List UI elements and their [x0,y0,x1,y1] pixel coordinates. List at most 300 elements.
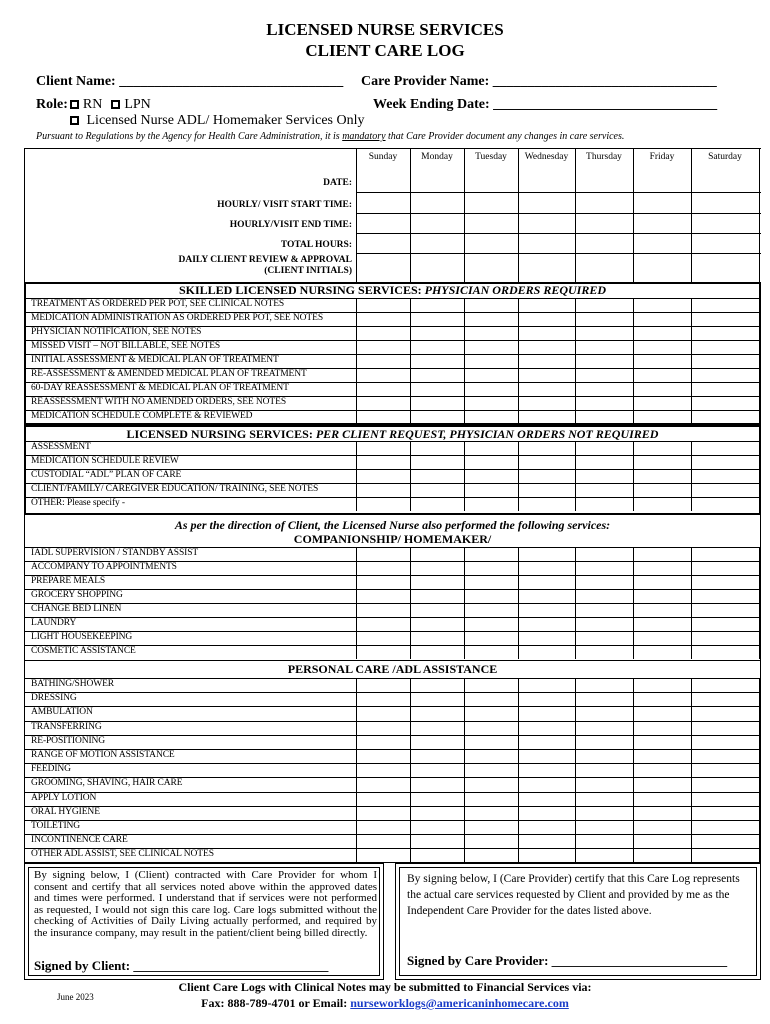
cell-divider [410,631,411,645]
cell-divider [464,706,465,720]
day-divider [575,148,576,282]
cell-divider [518,312,519,326]
day-header-sunday: Sunday [368,152,398,162]
date-row-label: DATE: [323,178,352,188]
cell-divider [633,469,634,483]
cell-divider [575,483,576,497]
cell-divider [356,848,357,862]
cell-divider [464,455,465,469]
section-right-border [760,515,761,660]
cell-divider [518,354,519,368]
cell-divider [356,645,357,659]
list-item: MEDICATION ADMINISTRATION AS ORDERED PER POT, SEE NOTES [31,313,324,323]
row-line [24,792,761,793]
cell-divider [518,721,519,735]
cell-divider [691,455,692,469]
cell-divider [464,721,465,735]
cell-divider [410,312,411,326]
cell-divider [691,298,692,312]
cell-divider [356,692,357,706]
cell-divider [410,589,411,603]
section-left-border [24,515,25,660]
cell-divider [691,692,692,706]
cell-divider [518,763,519,777]
client-name-field[interactable]: Client Name: ________________________________ [36,74,344,89]
list-item: GROCERY SHOPPING [31,590,123,600]
rn-checkbox[interactable] [70,100,79,109]
cell-divider [691,340,692,354]
row-line [24,834,761,835]
cell-divider [356,561,357,575]
list-item: TRANSFERRING [31,721,102,732]
day-divider [759,148,760,282]
cell-divider [410,354,411,368]
cell-divider [633,441,634,455]
cell-divider [464,469,465,483]
cell-divider [464,354,465,368]
day-header-monday: Monday [421,152,453,162]
cell-divider [356,820,357,834]
cell-divider [410,469,411,483]
end-time-row-label: HOURLY/VISIT END TIME: [229,220,352,230]
cell-divider [575,735,576,749]
cell-divider [410,678,411,692]
cell-divider [575,820,576,834]
cell-divider [464,561,465,575]
cell-divider [633,368,634,382]
list-item: MISSED VISIT – NOT BILLABLE, SEE NOTES [31,341,221,351]
footer-line1: Client Care Logs with Clinical Notes may be submitted to Financial Services via: [178,980,592,994]
cell-divider [633,410,634,424]
list-item: CUSTODIAL “ADL” PLAN OF CARE [31,470,182,480]
list-item: FEEDING [31,764,71,775]
cell-divider [356,368,357,382]
row-line [24,497,761,498]
list-item: PREPARE MEALS [31,576,106,586]
cell-divider [759,298,760,424]
day-divider [356,148,357,282]
row-line [24,806,761,807]
cell-divider [691,382,692,396]
list-item: COSMETIC ASSISTANCE [31,646,136,656]
cell-divider [356,575,357,589]
cell-divider [356,326,357,340]
cell-divider [691,706,692,720]
cell-divider [410,497,411,511]
cell-divider [759,547,760,659]
footer-line2: Fax: 888-789-4701 or Email: nurseworklogs@americaninhomecare.com [201,996,569,1010]
lpn-label: LPN [124,97,151,112]
cell-divider [356,735,357,749]
cell-divider [464,645,465,659]
cell-divider [575,834,576,848]
list-item: INITIAL ASSESSMENT & MEDICAL PLAN OF TREATMENT [31,355,279,365]
cell-divider [518,469,519,483]
cell-divider [518,326,519,340]
day-divider [691,148,692,282]
cell-divider [575,469,576,483]
cell-divider [633,396,634,410]
cell-divider [575,749,576,763]
cell-divider [464,749,465,763]
cell-divider [410,382,411,396]
list-item: AMBULATION [31,707,93,718]
cell-divider [518,589,519,603]
cell-divider [575,575,576,589]
row-line [24,603,761,604]
day-divider [633,148,634,282]
client-signature-box [24,863,384,980]
row-line [24,820,761,821]
header-row-line [356,233,761,234]
cell-divider [691,777,692,791]
cell-divider [691,834,692,848]
cell-divider [410,692,411,706]
cell-divider [410,441,411,455]
cell-divider [759,678,760,863]
cell-divider [356,617,357,631]
day-divider [410,148,411,282]
cell-divider [575,848,576,862]
list-item: OTHER ADL ASSIST, SEE CLINICAL NOTES [31,849,214,860]
cell-divider [464,441,465,455]
cell-divider [356,312,357,326]
cell-divider [518,575,519,589]
list-item: BATHING/SHOWER [31,679,115,689]
list-item: ORAL HYGIENE [31,806,100,817]
cell-divider [633,735,634,749]
cell-divider [633,340,634,354]
cell-divider [633,561,634,575]
cell-divider [575,692,576,706]
personal-top-line [24,660,761,661]
cell-divider [575,340,576,354]
cell-divider [410,848,411,862]
licensed-section-heading: LICENSED NURSING SERVICES: PER CLIENT REQUEST, PHYSICIAN ORDERS NOT REQUIRED [126,427,659,441]
cell-divider [691,603,692,617]
cell-divider [464,410,465,424]
list-item: MEDICATION SCHEDULE COMPLETE & REVIEWED [31,411,253,421]
cell-divider [410,645,411,659]
row-line [24,721,761,722]
cell-divider [633,603,634,617]
client-certification: By signing below, I (Client) contracted with Care Provider for whom I consent and certify that all services noted above within the approved dates and times were performed. I understand that if services were not performed as requested, I would not sign this care log. Care logs submitted without the checking of Activities of Daily Living actually performed, and required by the insurance company, may result in the patient/client being billed directly. [34,869,377,939]
cell-divider [464,848,465,862]
cell-divider [575,792,576,806]
cell-divider [575,298,576,312]
cell-divider [633,820,634,834]
cell-divider [633,589,634,603]
cell-divider [410,820,411,834]
cell-divider [464,617,465,631]
cell-divider [410,547,411,561]
day-header-friday: Friday [649,152,675,162]
day-header-saturday: Saturday [708,152,742,162]
cell-divider [518,396,519,410]
list-item: TREATMENT AS ORDERED PER POT, SEE CLINICAL NOTES [31,299,285,309]
cell-divider [356,441,357,455]
cell-divider [575,806,576,820]
cell-divider [464,340,465,354]
cell-divider [575,368,576,382]
cell-divider [518,441,519,455]
list-item: RANGE OF MOTION ASSISTANCE [31,750,175,760]
cell-divider [464,820,465,834]
list-item: MEDICATION SCHEDULE REVIEW [31,456,179,466]
list-item: LIGHT HOUSEKEEPING [31,632,133,642]
cell-divider [575,396,576,410]
cell-divider [464,631,465,645]
cell-divider [575,617,576,631]
row-line [24,589,761,590]
lpn-checkbox[interactable] [111,100,120,109]
list-item: ASSESSMENT [31,442,91,452]
cell-divider [575,497,576,511]
cell-divider [410,368,411,382]
cell-divider [464,326,465,340]
cell-divider [633,575,634,589]
cell-divider [633,382,634,396]
list-item: LAUNDRY [31,618,77,628]
cell-divider [691,483,692,497]
cell-divider [356,497,357,511]
cell-divider [691,721,692,735]
cell-divider [410,749,411,763]
cell-divider [464,735,465,749]
cell-divider [633,721,634,735]
cell-divider [633,792,634,806]
cell-divider [518,806,519,820]
cell-divider [464,777,465,791]
cell-divider [518,820,519,834]
cell-divider [575,631,576,645]
row-line [24,706,761,707]
cell-divider [633,806,634,820]
cell-divider [633,298,634,312]
cell-divider [633,834,634,848]
cell-divider [691,469,692,483]
cell-divider [575,455,576,469]
cell-divider [356,455,357,469]
cell-divider [633,645,634,659]
client-initials-label: (CLIENT INITIALS) [264,266,352,276]
list-item: 60-DAY REASSESSMENT & MEDICAL PLAN OF TREATMENT [31,383,289,393]
cell-divider [633,706,634,720]
cell-divider [356,354,357,368]
row-line [24,575,761,576]
list-item: REASSESSMENT WITH NO AMENDED ORDERS, SEE NOTES [31,397,286,407]
form-title: LICENSED NURSE SERVICES [266,20,504,39]
cell-divider [633,749,634,763]
cell-divider [691,368,692,382]
cell-divider [410,721,411,735]
cell-divider [575,326,576,340]
cell-divider [575,777,576,791]
grid-top-border [24,148,761,149]
pursuant-note: Pursuant to Regulations by the Agency for Health Care Administration, it is mandatory that Care Provider document any changes in care services. [36,131,625,142]
cell-divider [518,410,519,424]
cell-divider [518,678,519,692]
list-item: DRESSING [31,693,77,704]
cell-divider [356,396,357,410]
cell-divider [633,455,634,469]
cell-divider [464,763,465,777]
cell-divider [518,561,519,575]
cell-divider [356,777,357,791]
start-time-row-label: HOURLY/ VISIT START TIME: [217,200,352,210]
list-item: ACCOMPANY TO APPOINTMENTS [31,562,177,572]
cell-divider [356,631,357,645]
cell-divider [464,497,465,511]
provider-signature-line[interactable]: Signed by Care Provider: ___________________________ [407,953,728,968]
cell-divider [518,735,519,749]
cell-divider [464,806,465,820]
companion-section-heading: COMPANIONSHIP/ HOMEMAKER/ [293,532,492,546]
email-link[interactable]: nurseworklogs@americaninhomecare.com [350,996,569,1010]
cell-divider [410,763,411,777]
list-item: GROOMING, SHAVING, HAIR CARE [31,778,183,789]
cell-divider [356,382,357,396]
cell-divider [691,312,692,326]
cell-divider [518,834,519,848]
section-right-border [760,660,761,862]
cell-divider [575,589,576,603]
cell-divider [633,678,634,692]
week-ending-field[interactable]: Week Ending Date: ________________________________ [373,97,718,112]
day-divider [518,148,519,282]
cell-divider [691,792,692,806]
list-item: CLIENT/FAMILY/ CAREGIVER EDUCATION/ TRAINING, SEE NOTES [31,484,319,494]
cell-divider [691,806,692,820]
companion-intro: As per the direction of Client, the Licensed Nurse also performed the following services: [174,518,611,532]
cell-divider [464,575,465,589]
cell-divider [464,396,465,410]
role-row [36,97,151,113]
cell-divider [410,326,411,340]
cell-divider [518,645,519,659]
cell-divider [633,326,634,340]
cell-divider [633,848,634,862]
cell-divider [518,340,519,354]
cell-divider [518,455,519,469]
cell-divider [633,497,634,511]
cell-divider [464,678,465,692]
cell-divider [356,806,357,820]
adl-only-row [68,113,364,129]
row-line [24,631,761,632]
cell-divider [691,645,692,659]
cell-divider [464,792,465,806]
cell-divider [518,368,519,382]
cell-divider [518,792,519,806]
cell-divider [633,777,634,791]
cell-divider [518,706,519,720]
cell-divider [575,312,576,326]
cell-divider [356,469,357,483]
cell-divider [691,589,692,603]
cell-divider [691,561,692,575]
cell-divider [633,312,634,326]
list-item: RE-POSITIONING [31,735,106,746]
list-item: TOILETING [31,821,81,831]
cell-divider [356,792,357,806]
cell-divider [356,589,357,603]
client-signature-line[interactable]: Signed by Client: ______________________________ [34,958,329,973]
cell-divider [410,834,411,848]
cell-divider [410,410,411,424]
care-log-grid [24,148,761,863]
cell-divider [356,340,357,354]
cell-divider [575,721,576,735]
skilled-section-heading: SKILLED LICENSED NURSING SERVICES: PHYSICIAN ORDERS REQUIRED [178,283,607,297]
adl-only-checkbox[interactable] [70,116,79,125]
cell-divider [575,603,576,617]
cell-divider [575,678,576,692]
role-label: Role: [36,97,68,112]
personal-section-heading: PERSONAL CARE /ADL ASSISTANCE [287,662,498,676]
cell-divider [356,410,357,424]
row-line [24,617,761,618]
cell-divider [518,777,519,791]
cell-divider [356,763,357,777]
cell-divider [410,777,411,791]
cell-divider [356,706,357,720]
cell-divider [356,721,357,735]
list-item: CHANGE BED LINEN [31,604,122,614]
header-row-line [356,213,761,214]
care-provider-field[interactable]: Care Provider Name: ________________________________ [361,74,717,89]
cell-divider [518,547,519,561]
day-header-wednesday: Wednesday [524,152,569,162]
cell-divider [464,382,465,396]
row-line [24,763,761,764]
cell-divider [691,396,692,410]
daily-review-label: DAILY CLIENT REVIEW & APPROVAL [178,255,352,265]
day-divider [464,148,465,282]
list-item: RE-ASSESSMENT & AMENDED MEDICAL PLAN OF TREATMENT [31,369,307,379]
section-left-border [24,660,25,862]
cell-divider [356,298,357,312]
cell-divider [410,792,411,806]
cell-divider [575,354,576,368]
cell-divider [691,631,692,645]
header-row-line [356,253,761,254]
cell-divider [356,678,357,692]
cell-divider [464,547,465,561]
cell-divider [410,483,411,497]
cell-divider [691,820,692,834]
cell-divider [633,547,634,561]
row-line [24,678,761,679]
list-item: PHYSICIAN NOTIFICATION, SEE NOTES [31,327,202,337]
cell-divider [464,603,465,617]
date-code: June 2023 [57,992,94,1002]
cell-divider [691,848,692,862]
cell-divider [410,806,411,820]
cell-divider [518,298,519,312]
cell-divider [356,834,357,848]
header-row-line [356,192,761,193]
row-line [24,692,761,693]
cell-divider [759,441,760,511]
cell-divider [691,617,692,631]
cell-divider [575,561,576,575]
cell-divider [575,763,576,777]
cell-divider [691,410,692,424]
cell-divider [464,312,465,326]
cell-divider [575,706,576,720]
rn-label: RN [82,97,103,112]
